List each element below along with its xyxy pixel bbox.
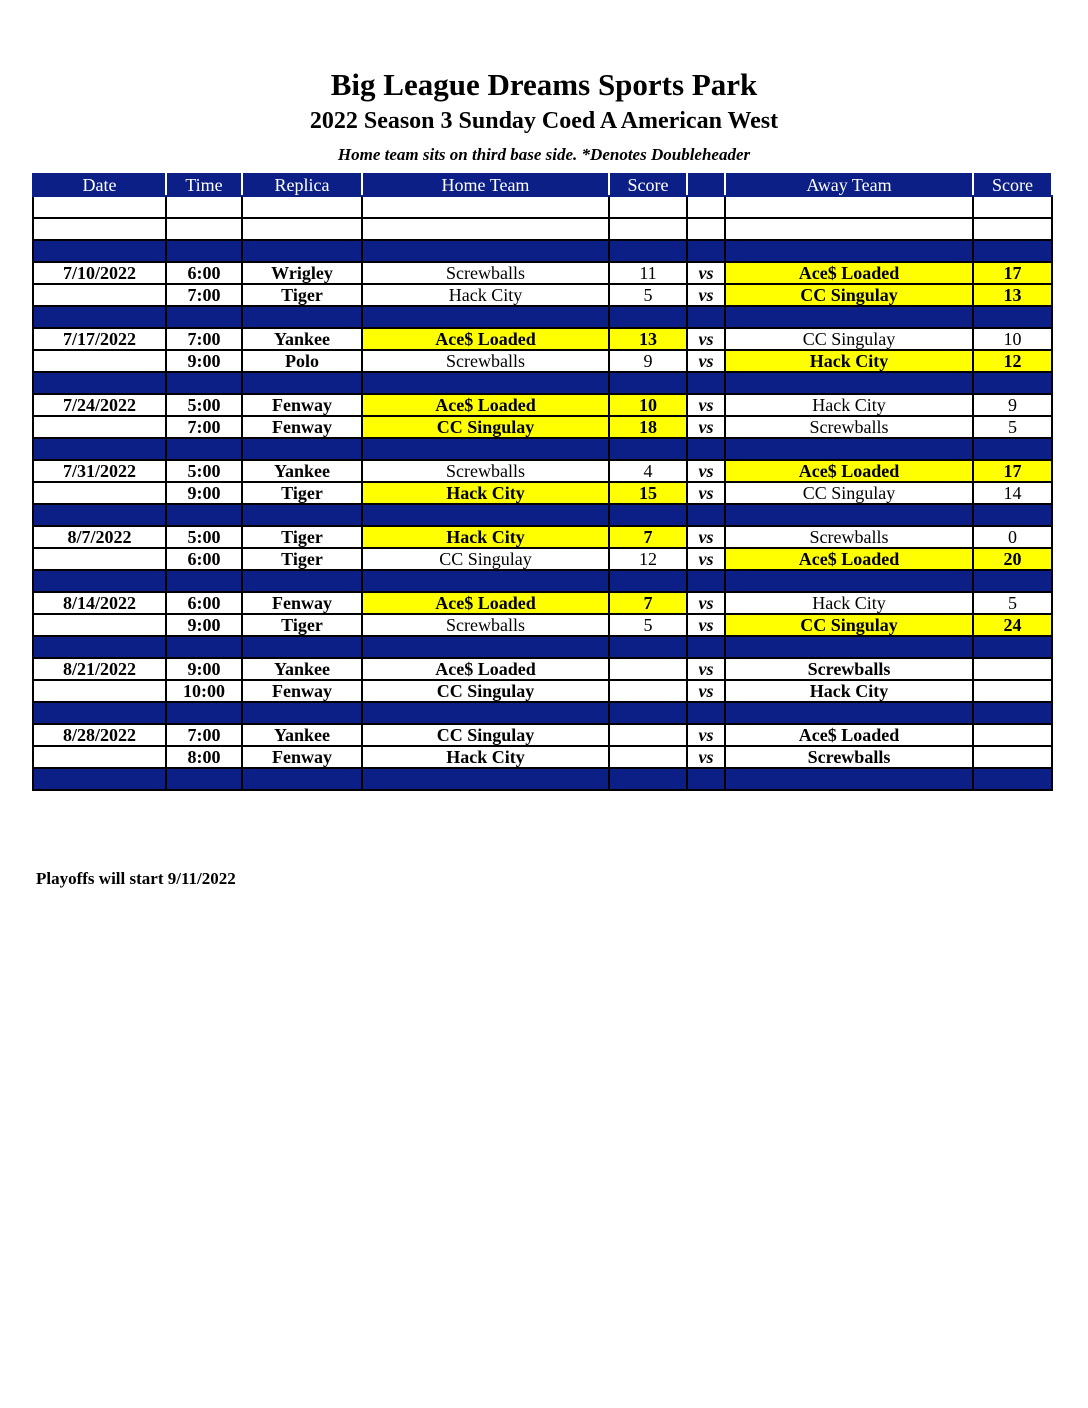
away-team: Ace$ Loaded: [725, 262, 973, 284]
week-separator-row: [33, 240, 1052, 262]
home-score: [609, 724, 687, 746]
game-time: 5:00: [166, 526, 242, 548]
game-row: [33, 394, 1052, 416]
home-score: 15: [609, 482, 687, 504]
col-header-home-team: Home Team: [362, 174, 609, 196]
away-team: CC Singulay: [725, 482, 973, 504]
home-team: Screwballs: [362, 350, 609, 372]
playoffs-note: Playoffs will start 9/11/2022: [36, 869, 236, 888]
col-header-vs: [687, 174, 725, 196]
vs-label: vs: [687, 328, 725, 350]
game-row: [33, 460, 1052, 482]
game-date: 8/14/2022: [33, 592, 166, 614]
away-team: Screwballs: [725, 526, 973, 548]
away-team: Ace$ Loaded: [725, 548, 973, 570]
home-score: 7: [609, 526, 687, 548]
away-team: CC Singulay: [725, 328, 973, 350]
week-separator-row: [33, 438, 1052, 460]
game-field: Fenway: [242, 680, 362, 702]
home-score: 4: [609, 460, 687, 482]
game-field: Yankee: [242, 328, 362, 350]
col-header-away-team: Away Team: [725, 174, 973, 196]
home-score: 9: [609, 350, 687, 372]
game-date: 7/17/2022: [33, 328, 166, 350]
game-field: Yankee: [242, 658, 362, 680]
week-separator-row: [33, 372, 1052, 394]
home-team: CC Singulay: [362, 724, 609, 746]
home-team: Screwballs: [362, 614, 609, 636]
home-score: 11: [609, 262, 687, 284]
col-header-away-score: Score: [973, 174, 1052, 196]
game-date: [33, 482, 166, 504]
away-score: 20: [973, 548, 1052, 570]
game-field: Fenway: [242, 394, 362, 416]
game-row: [33, 482, 1052, 504]
game-field: Tiger: [242, 482, 362, 504]
page-title: Big League Dreams Sports Park: [330, 67, 758, 102]
away-team: Screwballs: [725, 416, 973, 438]
away-team: Screwballs: [725, 658, 973, 680]
game-date: [33, 416, 166, 438]
vs-label: vs: [687, 482, 725, 504]
vs-label: vs: [687, 460, 725, 482]
home-team: Hack City: [362, 746, 609, 768]
home-team: CC Singulay: [362, 416, 609, 438]
schedule-body: [33, 196, 1052, 790]
away-score: [973, 724, 1052, 746]
week-separator-row: [33, 636, 1052, 658]
away-team: Hack City: [725, 350, 973, 372]
game-date: 8/28/2022: [33, 724, 166, 746]
away-score: 13: [973, 284, 1052, 306]
game-row: [33, 548, 1052, 570]
home-team: Ace$ Loaded: [362, 592, 609, 614]
schedule-table: [32, 173, 1053, 791]
game-date: 7/10/2022: [33, 262, 166, 284]
game-field: Tiger: [242, 284, 362, 306]
game-time: 6:00: [166, 262, 242, 284]
week-separator-row: [33, 570, 1052, 592]
vs-label: vs: [687, 746, 725, 768]
table-header-row: [33, 174, 1052, 196]
away-score: 24: [973, 614, 1052, 636]
home-score: [609, 680, 687, 702]
col-header-home-score: Score: [609, 174, 687, 196]
game-time: 9:00: [166, 350, 242, 372]
home-score: 5: [609, 614, 687, 636]
game-row: [33, 746, 1052, 768]
vs-label: vs: [687, 680, 725, 702]
game-date: [33, 614, 166, 636]
vs-label: vs: [687, 394, 725, 416]
game-date: 8/7/2022: [33, 526, 166, 548]
game-time: 5:00: [166, 460, 242, 482]
home-team: CC Singulay: [362, 548, 609, 570]
game-row: [33, 328, 1052, 350]
game-row: [33, 526, 1052, 548]
home-team: Ace$ Loaded: [362, 328, 609, 350]
vs-label: vs: [687, 724, 725, 746]
home-team: Screwballs: [362, 460, 609, 482]
game-time: 6:00: [166, 592, 242, 614]
away-score: 17: [973, 262, 1052, 284]
away-score: 9: [973, 394, 1052, 416]
home-score: 13: [609, 328, 687, 350]
home-score: [609, 658, 687, 680]
away-team: Hack City: [725, 680, 973, 702]
home-team: Ace$ Loaded: [362, 658, 609, 680]
game-row: [33, 614, 1052, 636]
home-score: 5: [609, 284, 687, 306]
page-subtitle: 2022 Season 3 Sunday Coed A American West: [309, 108, 779, 134]
away-team: CC Singulay: [725, 614, 973, 636]
game-date: 7/24/2022: [33, 394, 166, 416]
game-time: 7:00: [166, 416, 242, 438]
game-row: [33, 262, 1052, 284]
blank-row: [33, 218, 1052, 240]
away-team: CC Singulay: [725, 284, 973, 306]
blank-row: [33, 196, 1052, 218]
game-field: Yankee: [242, 724, 362, 746]
week-separator-row: [33, 768, 1052, 790]
away-score: 5: [973, 592, 1052, 614]
vs-label: vs: [687, 614, 725, 636]
game-date: [33, 548, 166, 570]
home-score: 12: [609, 548, 687, 570]
game-field: Fenway: [242, 746, 362, 768]
game-date: [33, 746, 166, 768]
game-field: Tiger: [242, 614, 362, 636]
col-header-replica: Replica: [242, 174, 362, 196]
away-team: Ace$ Loaded: [725, 724, 973, 746]
away-score: 10: [973, 328, 1052, 350]
week-separator-row: [33, 504, 1052, 526]
game-row: [33, 284, 1052, 306]
home-team: CC Singulay: [362, 680, 609, 702]
vs-label: vs: [687, 262, 725, 284]
away-score: 5: [973, 416, 1052, 438]
col-header-date: Date: [33, 174, 166, 196]
away-team: Ace$ Loaded: [725, 460, 973, 482]
away-score: [973, 680, 1052, 702]
home-team: Hack City: [362, 526, 609, 548]
game-row: [33, 416, 1052, 438]
game-row: [33, 658, 1052, 680]
game-row: [33, 592, 1052, 614]
away-team: Hack City: [725, 592, 973, 614]
game-date: 7/31/2022: [33, 460, 166, 482]
vs-label: vs: [687, 416, 725, 438]
away-team: Hack City: [725, 394, 973, 416]
vs-label: vs: [687, 284, 725, 306]
game-time: 7:00: [166, 284, 242, 306]
home-score: [609, 746, 687, 768]
away-score: 0: [973, 526, 1052, 548]
game-date: [33, 284, 166, 306]
home-team: Ace$ Loaded: [362, 394, 609, 416]
home-score: 18: [609, 416, 687, 438]
game-field: Polo: [242, 350, 362, 372]
game-field: Fenway: [242, 416, 362, 438]
game-row: [33, 724, 1052, 746]
away-score: 17: [973, 460, 1052, 482]
game-row: [33, 350, 1052, 372]
vs-label: vs: [687, 592, 725, 614]
game-time: 5:00: [166, 394, 242, 416]
game-time: 7:00: [166, 724, 242, 746]
vs-label: vs: [687, 548, 725, 570]
game-time: 6:00: [166, 548, 242, 570]
home-team: Screwballs: [362, 262, 609, 284]
game-time: 9:00: [166, 658, 242, 680]
home-team: Hack City: [362, 482, 609, 504]
game-field: Tiger: [242, 526, 362, 548]
week-separator-row: [33, 306, 1052, 328]
game-date: 8/21/2022: [33, 658, 166, 680]
vs-label: vs: [687, 350, 725, 372]
game-time: 9:00: [166, 482, 242, 504]
game-field: Tiger: [242, 548, 362, 570]
away-score: 12: [973, 350, 1052, 372]
game-date: [33, 680, 166, 702]
schedule-note: Home team sits on third base side. *Denotes Doubleheader: [337, 145, 751, 164]
away-team: Screwballs: [725, 746, 973, 768]
game-field: Yankee: [242, 460, 362, 482]
game-field: Fenway: [242, 592, 362, 614]
game-field: Wrigley: [242, 262, 362, 284]
col-header-time: Time: [166, 174, 242, 196]
game-date: [33, 350, 166, 372]
home-score: 7: [609, 592, 687, 614]
home-score: 10: [609, 394, 687, 416]
home-team: Hack City: [362, 284, 609, 306]
week-separator-row: [33, 702, 1052, 724]
game-time: 8:00: [166, 746, 242, 768]
away-score: [973, 746, 1052, 768]
game-time: 10:00: [166, 680, 242, 702]
vs-label: vs: [687, 526, 725, 548]
away-score: [973, 658, 1052, 680]
vs-label: vs: [687, 658, 725, 680]
game-time: 7:00: [166, 328, 242, 350]
game-time: 9:00: [166, 614, 242, 636]
away-score: 14: [973, 482, 1052, 504]
game-row: [33, 680, 1052, 702]
